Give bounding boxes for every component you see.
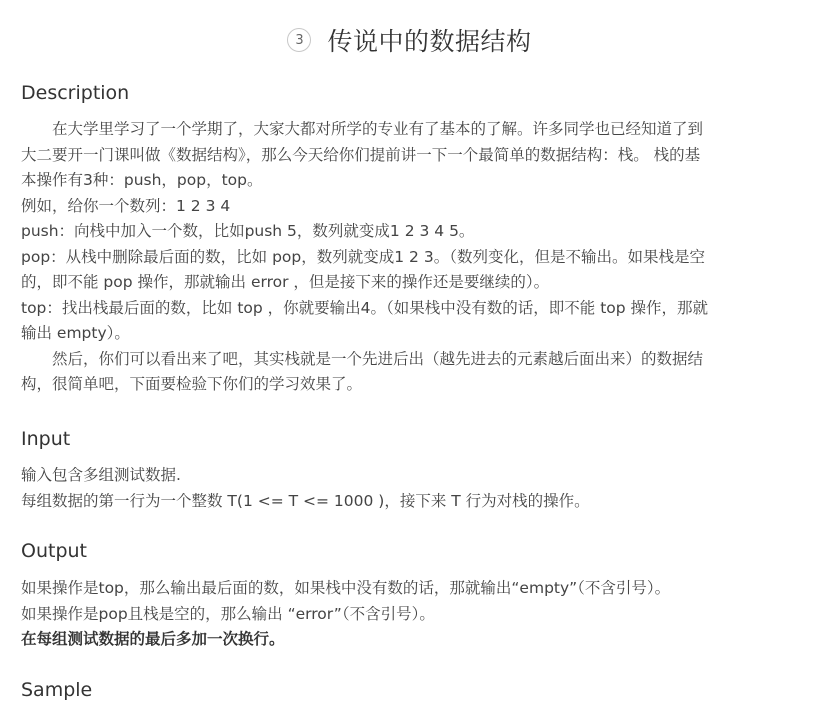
description-line: 大二要开一门课叫做《数据结构》，那么今天给你们提前讲一下一个最简单的数据结构：栈。 栈的基 xyxy=(21,145,701,164)
output-line-bold: 在每组测试数据的最后多加一次换行。 xyxy=(21,630,285,648)
description-line: 在大学里学习了一个学期了，大家大都对所学的专业有了基本的了解。许多同学也已经知道了到 xyxy=(52,120,704,138)
input-body xyxy=(21,463,797,514)
description-line: 本操作有3种：push，pop，top。 xyxy=(21,171,263,189)
output-line: 如果操作是top，那么输出最后面的数，如果栈中没有数的话，那就输出“empty”（不含引号）。 xyxy=(21,579,671,597)
problem-number-badge: 3 xyxy=(287,28,311,52)
output-heading: Output xyxy=(21,540,87,562)
problem-title-row xyxy=(0,20,819,60)
output-line: 如果操作是pop且栈是空的，那么输出 “error”（不含引号）。 xyxy=(21,604,435,623)
description-line: pop：从栈中删除最后面的数，比如 pop，数列就变成1 2 3。（数列变化，但是不输出。如果栈是空 xyxy=(21,247,705,266)
description-line: 构，很简单吧，下面要检验下你们的学习效果了。 xyxy=(21,375,363,393)
output-body xyxy=(21,576,797,653)
description-line: 然后，你们可以看出来了吧，其实栈就是一个先进后出（越先进去的元素越后面出来）的数据结 xyxy=(52,349,704,368)
input-heading: Input xyxy=(21,428,71,450)
description-line: push：向栈中加入一个数，比如push 5，数列就变成1 2 3 4 5。 xyxy=(21,222,475,240)
description-body xyxy=(21,117,797,398)
description-heading: Description xyxy=(21,82,130,104)
input-line: 输入包含多组测试数据. xyxy=(21,466,181,484)
problem-title: 传说中的数据结构 xyxy=(327,27,532,56)
description-line: top：找出栈最后面的数，比如 top ，你就要输出4。（如果栈中没有数的话，即不能 top 操作，那就 xyxy=(21,298,709,317)
description-line: 的，即不能 pop 操作，那就输出 error ，但是接下来的操作还是要继续的）。 xyxy=(21,273,550,291)
description-line: 例如，给你一个数列：1 2 3 4 xyxy=(21,196,231,215)
description-line: 输出 empty）。 xyxy=(21,324,130,342)
input-line: 每组数据的第一行为一个整数 T(1 <= T <= 1000 )，接下来 T 行为对栈的操作。 xyxy=(21,491,590,510)
sample-heading: Sample xyxy=(21,679,93,701)
